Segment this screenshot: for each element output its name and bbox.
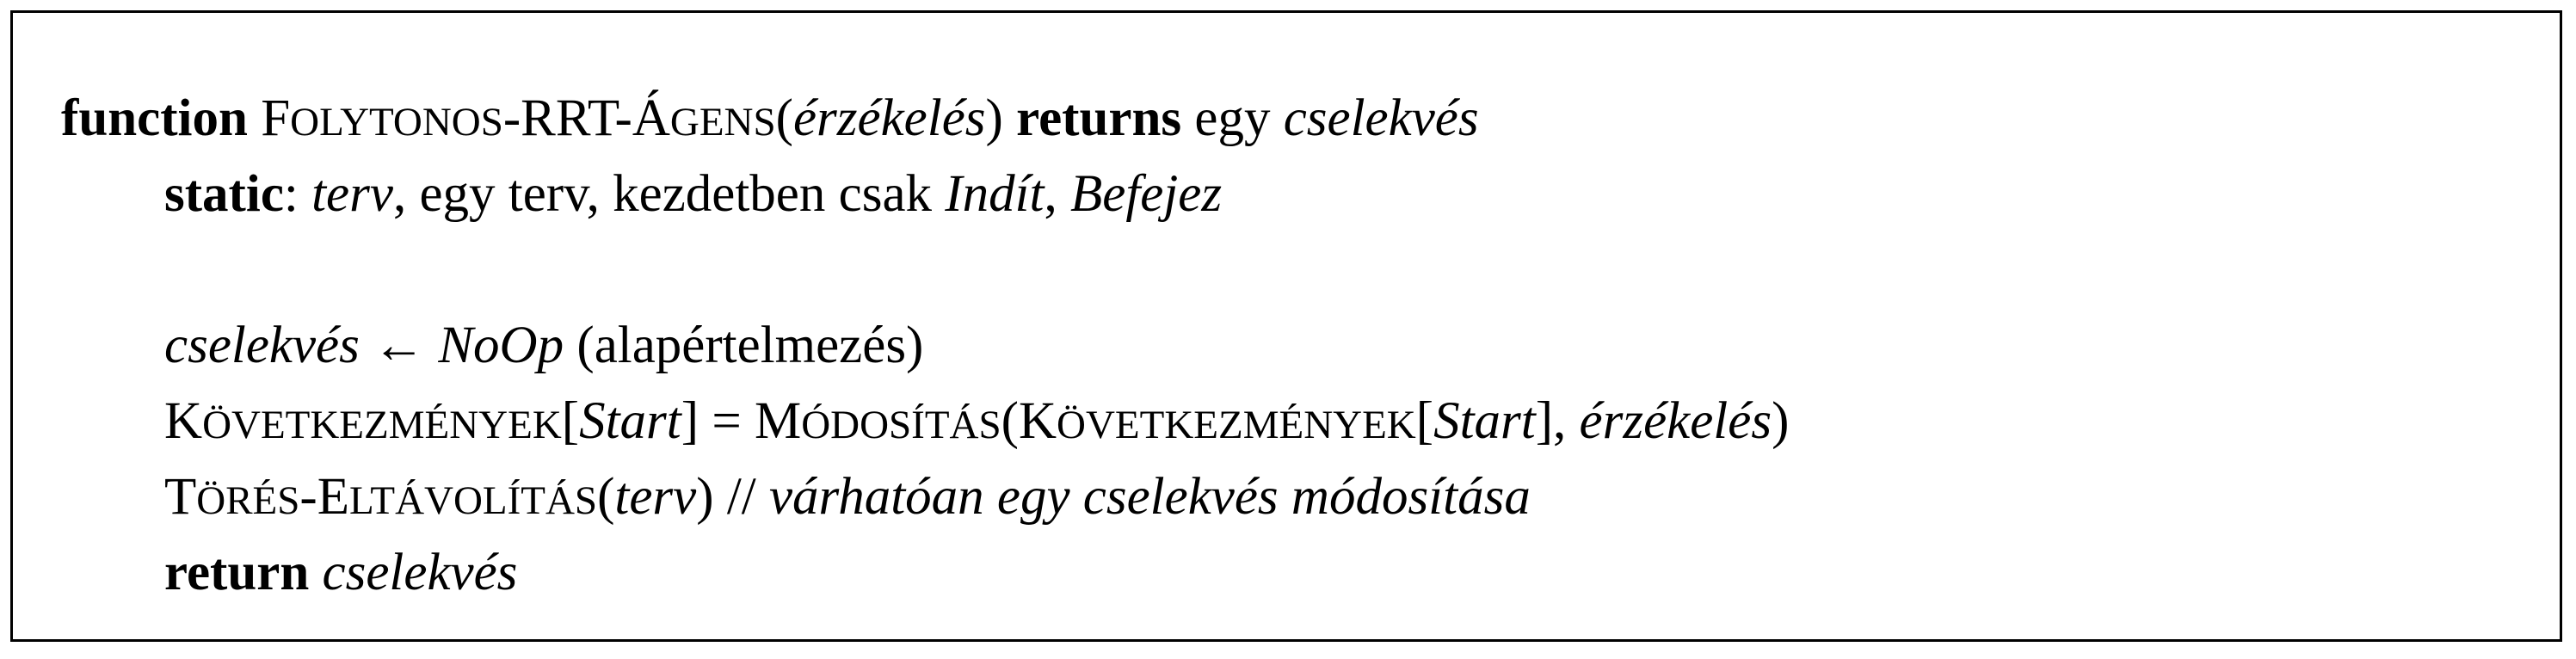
modify-fn: MÓDOSÍTÁS (754, 392, 1001, 450)
function-name: FOLYTONOS-RRT-ÁGENS (261, 89, 776, 147)
static-var: terv (311, 165, 393, 223)
assign-arrow: ← (373, 317, 426, 374)
equals-sign: = (712, 392, 742, 450)
effects-arg: érzékelés (1579, 392, 1772, 450)
close-bracket: ] (1535, 392, 1554, 450)
repair-fn: TÖRÉS-ELTÁVOLÍTÁS (164, 468, 598, 526)
assign-comment: (alapértelmezés) (576, 317, 924, 374)
close-paren: ) (1772, 392, 1790, 450)
assign-value: NoOp (438, 317, 564, 374)
index-start: Start (579, 392, 681, 450)
keyword-returns: returns (1016, 89, 1182, 147)
repair-comment: várhatóan egy cselekvés módosítása (768, 468, 1531, 526)
return-text: egy (1194, 89, 1271, 147)
comma: , (1044, 165, 1057, 223)
open-paren: ( (1001, 392, 1019, 450)
colon: : (283, 165, 299, 223)
return-value: cselekvés (322, 544, 518, 601)
parameter: érzékelés (792, 89, 986, 147)
repair-line (164, 468, 1531, 526)
open-paren: ( (597, 468, 615, 526)
open-paren: ( (775, 89, 793, 147)
open-bracket: [ (561, 392, 580, 450)
algorithm-box (10, 10, 2562, 642)
static-desc: , egy terv, kezdetben csak (392, 165, 933, 223)
assign-line (164, 319, 923, 372)
open-bracket: [ (1415, 392, 1434, 450)
effects-fn: KÖVETKEZMÉNYEK (164, 392, 562, 450)
init-finish: Befejez (1070, 165, 1223, 223)
comment-mark: // (726, 468, 756, 526)
comma: , (1553, 392, 1567, 450)
static-line (164, 165, 1223, 223)
close-paren: ) (696, 468, 714, 526)
effects-line (164, 392, 1790, 450)
index-start: Start (1433, 392, 1536, 450)
return-line (164, 546, 517, 599)
keyword-static: static (164, 165, 284, 223)
repair-arg: terv (614, 468, 697, 526)
function-header-line (61, 89, 1479, 147)
init-start: Indít (945, 165, 1045, 223)
assign-var: cselekvés (164, 317, 360, 374)
close-bracket: ] (681, 392, 699, 450)
effects-fn-arg: KÖVETKEZMÉNYEK (1018, 392, 1416, 450)
keyword-function: function (61, 89, 248, 147)
close-paren: ) (985, 89, 1003, 147)
keyword-return: return (164, 544, 310, 601)
return-type: cselekvés (1283, 89, 1479, 147)
